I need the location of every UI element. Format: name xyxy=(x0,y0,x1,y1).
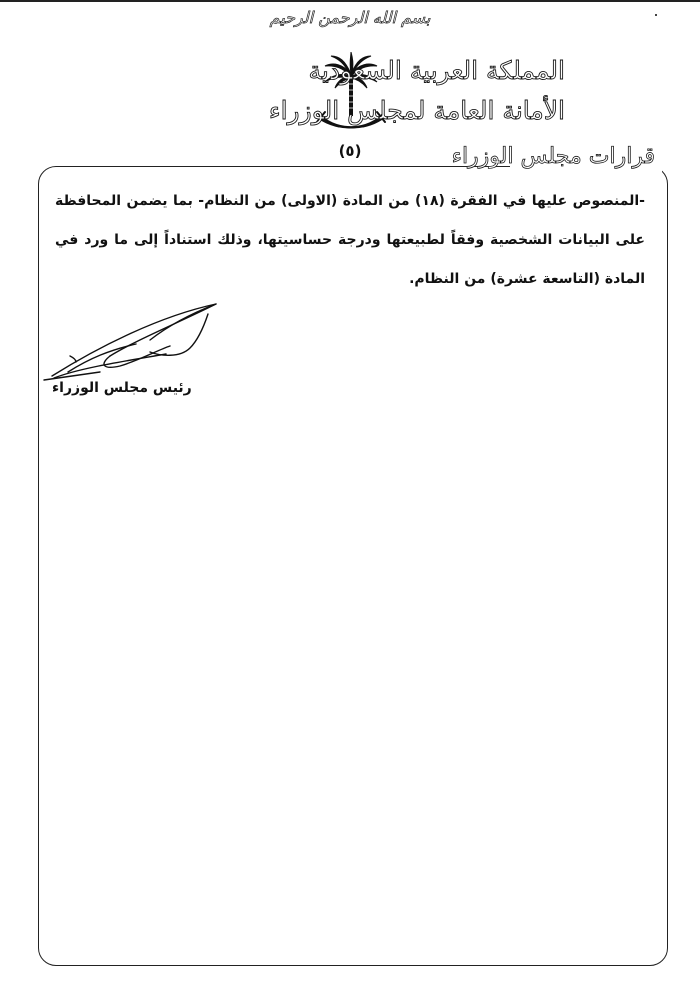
secretariat-heading: الأمانة العامة لمجلس الوزراء xyxy=(268,96,565,125)
kingdom-heading: المملكة العربية السعودية xyxy=(308,56,565,85)
basmala-calligraphy: بسم الله الرحمن الرحيم xyxy=(269,8,431,27)
decision-paragraph: -المنصوص عليها في الفقرة (١٨) من المادة (الاولى) من النظام- بما يضمن المحافظة على البيانات الشخصية وفقاً لطبيعتها ودرجة حساسيتها، وذلك استناداً إلى ما ورد في المادة (التاسعة عشرة) من النظام. xyxy=(55,193,645,287)
decisions-title: قرارات مجلس الوزراء xyxy=(451,144,655,169)
handwritten-signature xyxy=(40,296,220,382)
signer-title: رئيس مجلس الوزراء xyxy=(52,380,192,396)
top-rule xyxy=(0,0,700,2)
scan-dot xyxy=(655,14,657,16)
page-number: (٥) xyxy=(338,142,362,160)
